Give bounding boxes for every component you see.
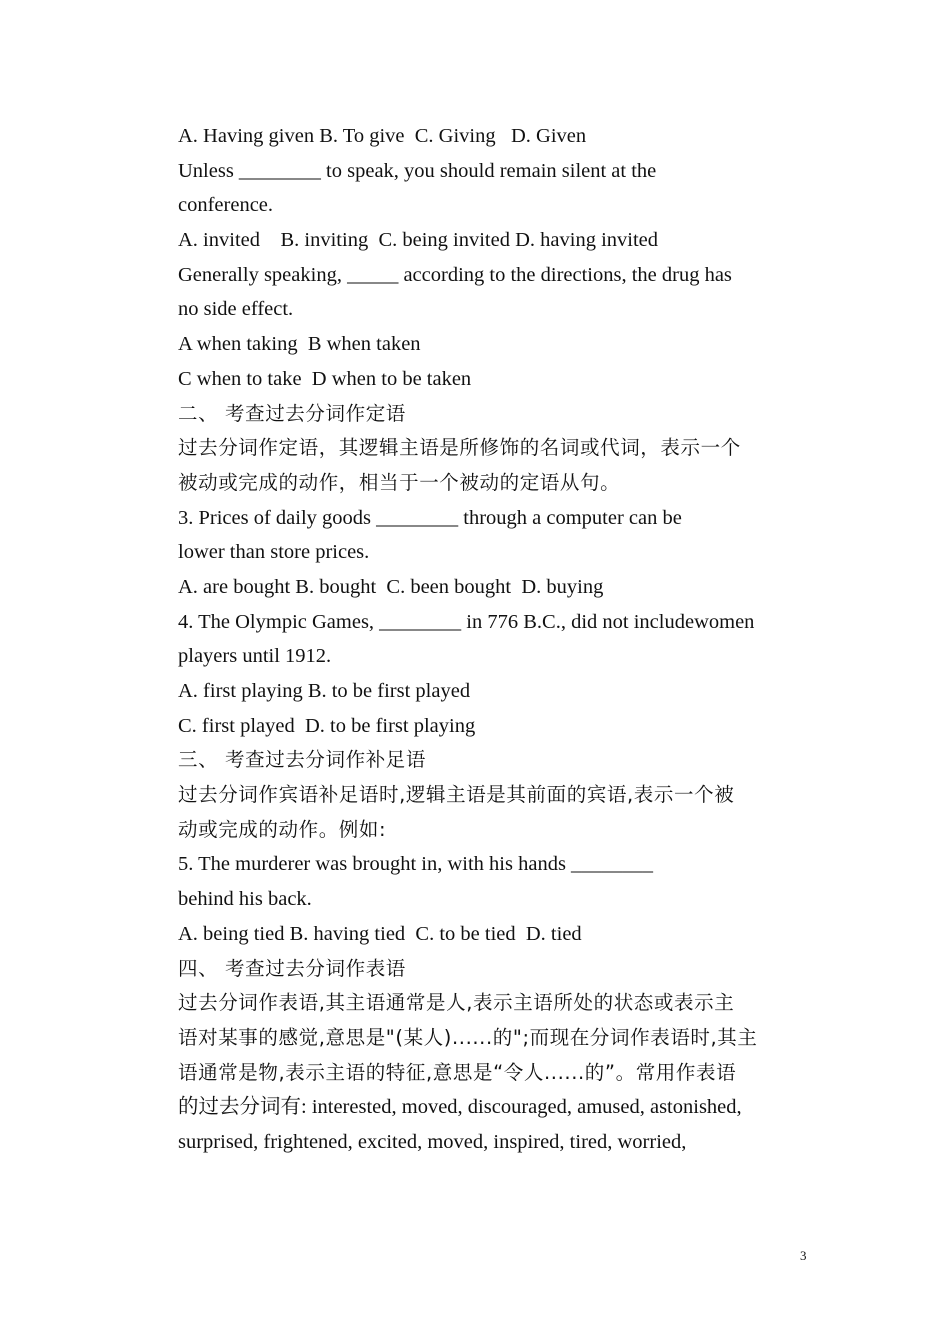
explanation-line: 过去分词作定语，其逻辑主语是所修饰的名词或代词，表示一个 bbox=[178, 436, 741, 460]
question-line: behind his back. bbox=[178, 888, 312, 911]
question-line: Generally speaking, _____ according to the directions, the drug has bbox=[178, 263, 732, 286]
explanation-line: 过去分词作表语,其主语通常是人,表示主语所处的状态或表示主 bbox=[178, 991, 735, 1015]
question-line: conference. bbox=[178, 194, 274, 217]
explanation-line: 语通常是物,表示主语的特征,意思是“令人......的”。常用作表语 bbox=[178, 1060, 737, 1084]
answer-options-line: A. first playing B. to be first played bbox=[178, 680, 471, 702]
explanation-line: surprised, frightened, excited, moved, inspired, tired, worried, bbox=[178, 1130, 687, 1153]
page-body bbox=[178, 119, 818, 1160]
explanation-line: 的过去分词有: interested, moved, discouraged, amused, astonished, bbox=[178, 1096, 742, 1119]
question-line: Unless ________ to speak, you should remain silent at the bbox=[178, 159, 657, 182]
section-heading: 二、 考查过去分词作定语 bbox=[178, 401, 406, 425]
explanation-line: 被动或完成的动作，相当于一个被动的定语从句。 bbox=[178, 470, 621, 494]
answer-options-line: A. Having given B. To give C. Giving D. Given bbox=[178, 125, 587, 147]
question-line: 5. The murderer was brought in, with his hands ________ bbox=[178, 853, 654, 876]
answer-options-line: A. are bought B. bought C. been bought D. buying bbox=[178, 575, 604, 598]
question-line: 4. The Olympic Games, ________ in 776 B.C., did not includewomen bbox=[178, 610, 755, 633]
question-line: no side effect. bbox=[178, 298, 294, 321]
section-heading: 三、 考查过去分词作补足语 bbox=[178, 748, 426, 772]
answer-options-line: C when to take D when to be taken bbox=[178, 367, 472, 390]
explanation-line: 语对某事的感觉,意思是"(某人)......的";而现在分词作表语时,其主 bbox=[178, 1025, 758, 1049]
question-line: players until 1912. bbox=[178, 645, 332, 668]
answer-options-line: A when taking B when taken bbox=[178, 333, 421, 356]
explanation-line: 过去分词作宾语补足语时,逻辑主语是其前面的宾语,表示一个被 bbox=[178, 783, 735, 807]
explanation-line: 动或完成的动作。例如: bbox=[178, 817, 387, 841]
page-number: 3 bbox=[800, 1248, 807, 1263]
section-heading: 四、 考查过去分词作表语 bbox=[178, 956, 406, 980]
answer-options-line: C. first played D. to be first playing bbox=[178, 714, 476, 737]
answer-options-line: A. being tied B. having tied C. to be tied D. tied bbox=[178, 922, 582, 945]
question-line: 3. Prices of daily goods ________ through a computer can be bbox=[178, 506, 682, 529]
answer-options-line: A. invited B. inviting C. being invited D. having invited bbox=[178, 229, 659, 252]
question-line: lower than store prices. bbox=[178, 541, 370, 564]
